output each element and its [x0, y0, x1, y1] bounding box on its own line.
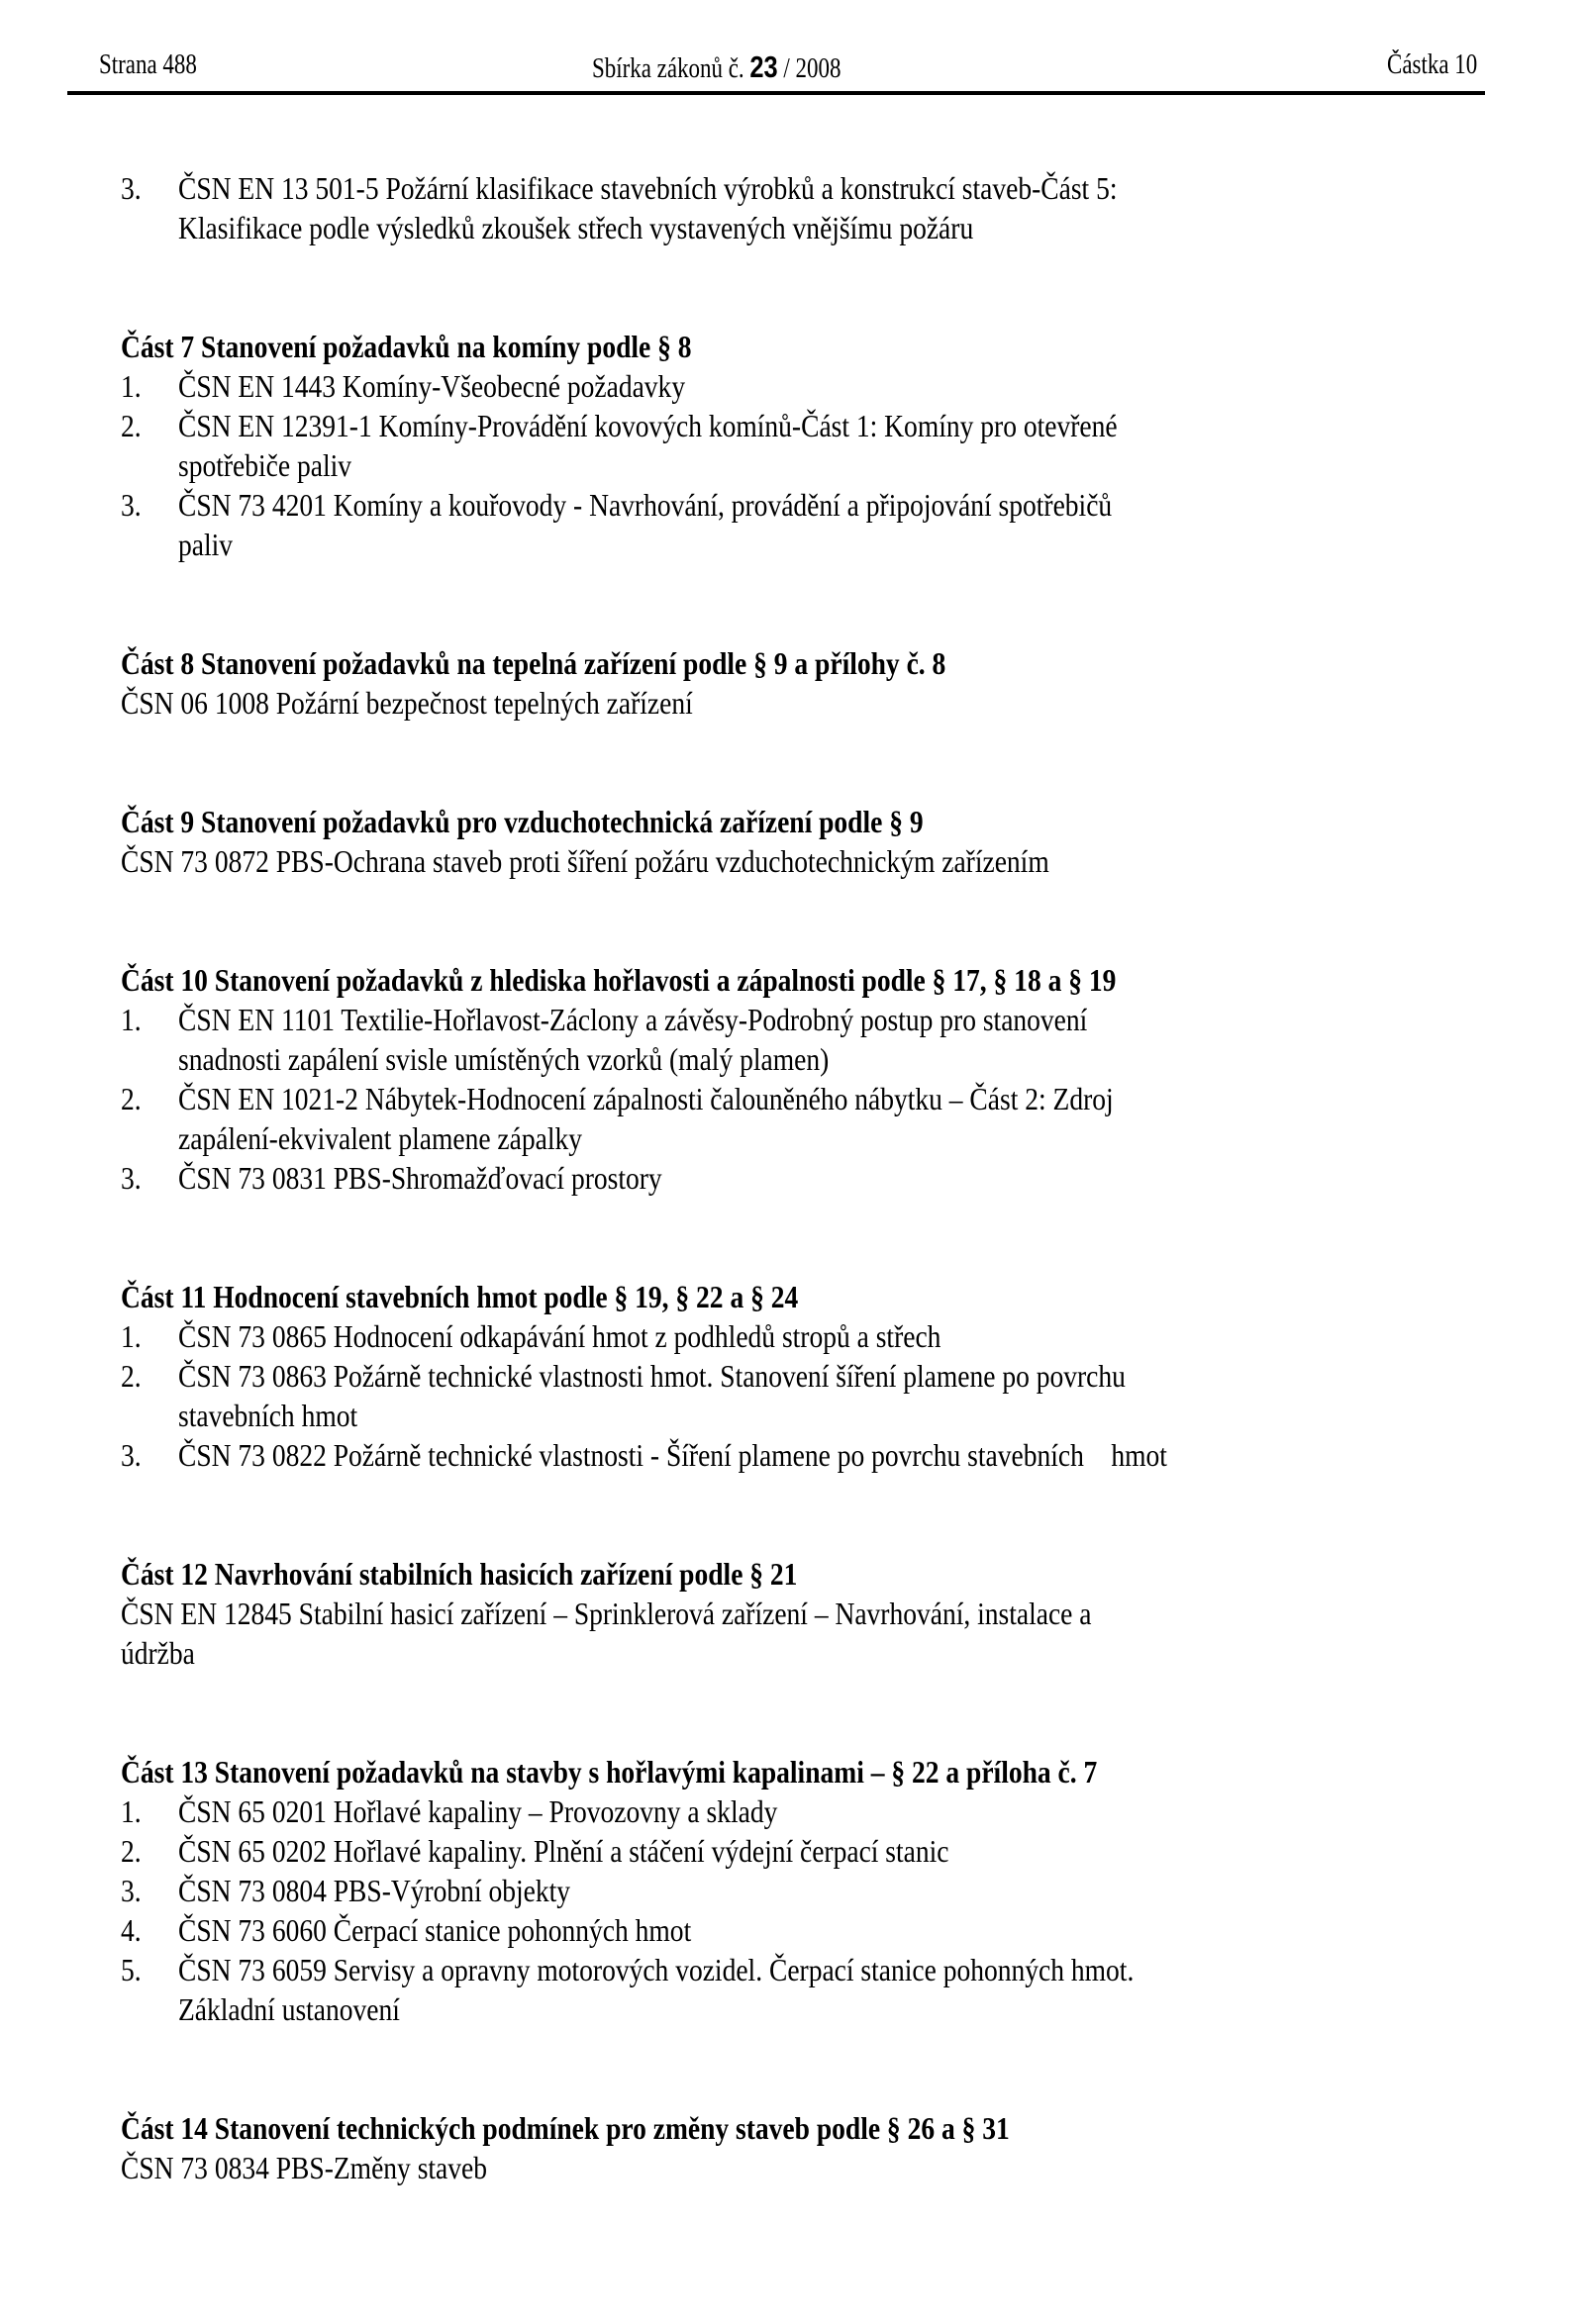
part-number: Částka 10: [1386, 49, 1477, 80]
section-heading: Část 10 Stanovení požadavků z hlediska hořlavosti a zápalnosti podle § 17, § 18 a § 19: [121, 962, 1117, 998]
item-number: 4.: [121, 1912, 142, 1948]
section-7: [121, 327, 1487, 564]
item-text: ČSN EN 1021-2 Nábytek-Hodnocení zápalnosti čalouněného nábytku – Část 2: Zdroj: [178, 1081, 1114, 1116]
list-item: [121, 1158, 1487, 1198]
section-8: [121, 643, 1487, 723]
list-item: [121, 1831, 1487, 1871]
list-item: [121, 1356, 1487, 1435]
list-item: [121, 1791, 1487, 1831]
list-item: [121, 1871, 1487, 1910]
collection-prefix: Sbírka zákonů č.: [592, 53, 744, 84]
item-text: stavebních hmot: [178, 1398, 358, 1433]
section-text: ČSN 06 1008 Požární bezpečnost tepelných zařízení: [121, 685, 693, 721]
section-11: [121, 1277, 1487, 1475]
item-text: spotřebiče paliv: [178, 447, 351, 483]
section-10: [121, 960, 1487, 1198]
item-number: 5.: [121, 1952, 142, 1987]
section-heading: Část 8 Stanovení požadavků na tepelná zařízení podle § 9 a přílohy č. 8: [121, 645, 946, 681]
item-number: 3.: [121, 487, 142, 523]
collection-year: / 2008: [783, 53, 842, 84]
collection-number: 23: [749, 49, 778, 84]
section-13: [121, 1752, 1487, 2029]
section-heading: Část 13 Stanovení požadavků na stavby s hořlavými kapalinami – § 22 a příloha č. 7: [121, 1754, 1098, 1790]
list-item: [121, 366, 1487, 406]
list-item: [121, 485, 1487, 564]
item-text: Klasifikace podle výsledků zkoušek střech vystavených vnějšímu požáru: [178, 210, 974, 245]
item-text: zapálení-ekvivalent plamene zápalky: [178, 1120, 583, 1156]
list-item: [121, 406, 1487, 485]
item-number: 1.: [121, 1318, 142, 1354]
item-number: 3.: [121, 1873, 142, 1908]
header-divider: [67, 91, 1485, 95]
section-heading: Část 14 Stanovení technických podmínek pro změny staveb podle § 26 a § 31: [121, 2110, 1010, 2146]
item-number: 1.: [121, 1793, 142, 1829]
item-text: ČSN EN 12391-1 Komíny-Provádění kovových komínů-Část 1: Komíny pro otevřené: [178, 408, 1118, 443]
item-text: ČSN EN 13 501-5 Požární klasifikace stavebních výrobků a konstrukcí staveb-Část 5:: [178, 170, 1118, 206]
item-number: 1.: [121, 368, 142, 404]
collection-title: [592, 49, 841, 85]
list-item: [121, 1079, 1487, 1158]
item-text: ČSN 73 0822 Požárně technické vlastnosti - Šíření plamene po povrchu stavebních hmot: [178, 1437, 1167, 1473]
list-item: [121, 1435, 1487, 1475]
item-text: ČSN 73 6059 Servisy a opravny motorových vozidel. Čerpací stanice pohonných hmot.: [178, 1952, 1135, 1987]
list-item: [121, 1000, 1487, 1079]
section-12: [121, 1554, 1487, 1673]
item-text: ČSN 73 0831 PBS-Shromažďovací prostory: [178, 1160, 662, 1196]
item-number: 3.: [121, 1437, 142, 1473]
document-body: [121, 168, 1487, 2187]
item-text: ČSN 65 0202 Hořlavé kapaliny. Plnění a stáčení výdejní čerpací stanic: [178, 1833, 949, 1869]
page-number: Strana 488: [99, 49, 197, 80]
page-header: [67, 0, 1485, 95]
list-item: [121, 1950, 1487, 2029]
item-number: 3.: [121, 170, 142, 206]
item-text: ČSN 73 6060 Čerpací stanice pohonných hmot: [178, 1912, 692, 1948]
item-text: ČSN 65 0201 Hořlavé kapaliny – Provozovny a sklady: [178, 1793, 778, 1829]
section-9: [121, 802, 1487, 881]
item-text: ČSN 73 0865 Hodnocení odkapávání hmot z podhledů stropů a střech: [178, 1318, 941, 1354]
item-text: ČSN EN 1101 Textilie-Hořlavost-Záclony a závěsy-Podrobný postup pro stanovení: [178, 1002, 1088, 1037]
section-text: ČSN 73 0834 PBS-Změny staveb: [121, 2150, 488, 2185]
section-text: ČSN 73 0872 PBS-Ochrana staveb proti šíření požáru vzduchotechnickým zařízením: [121, 843, 1049, 879]
section-14: [121, 2108, 1487, 2187]
item-number: 2.: [121, 1081, 142, 1116]
section-heading: Část 12 Navrhování stabilních hasicích zařízení podle § 21: [121, 1556, 798, 1592]
section-heading: Část 7 Stanovení požadavků na komíny podle § 8: [121, 329, 692, 364]
list-item: [121, 1910, 1487, 1950]
item-text: ČSN 73 4201 Komíny a kouřovody - Navrhování, provádění a připojování spotřebičů: [178, 487, 1113, 523]
section-heading: Část 9 Stanovení požadavků pro vzduchotechnická zařízení podle § 9: [121, 804, 924, 839]
item-text: snadnosti zapálení svisle umístěných vzorků (malý plamen): [178, 1041, 830, 1077]
item-text: ČSN EN 1443 Komíny-Všeobecné požadavky: [178, 368, 686, 404]
item-text: ČSN 73 0863 Požárně technické vlastnosti hmot. Stanovení šíření plamene po povrchu: [178, 1358, 1126, 1394]
section-text: údržba: [121, 1635, 195, 1671]
item-number: 2.: [121, 1833, 142, 1869]
item-number: 2.: [121, 408, 142, 443]
item-text: paliv: [178, 527, 234, 562]
item-number: 1.: [121, 1002, 142, 1037]
item-text: Základní ustanovení: [178, 1991, 400, 2027]
list-item: [121, 168, 1487, 247]
item-number: 2.: [121, 1358, 142, 1394]
list-item: [121, 1316, 1487, 1356]
section-heading: Část 11 Hodnocení stavebních hmot podle § 19, § 22 a § 24: [121, 1279, 799, 1314]
item-text: ČSN 73 0804 PBS-Výrobní objekty: [178, 1873, 571, 1908]
item-number: 3.: [121, 1160, 142, 1196]
section-text: ČSN EN 12845 Stabilní hasicí zařízení – Sprinklerová zařízení – Navrhování, instalace a: [121, 1596, 1092, 1631]
